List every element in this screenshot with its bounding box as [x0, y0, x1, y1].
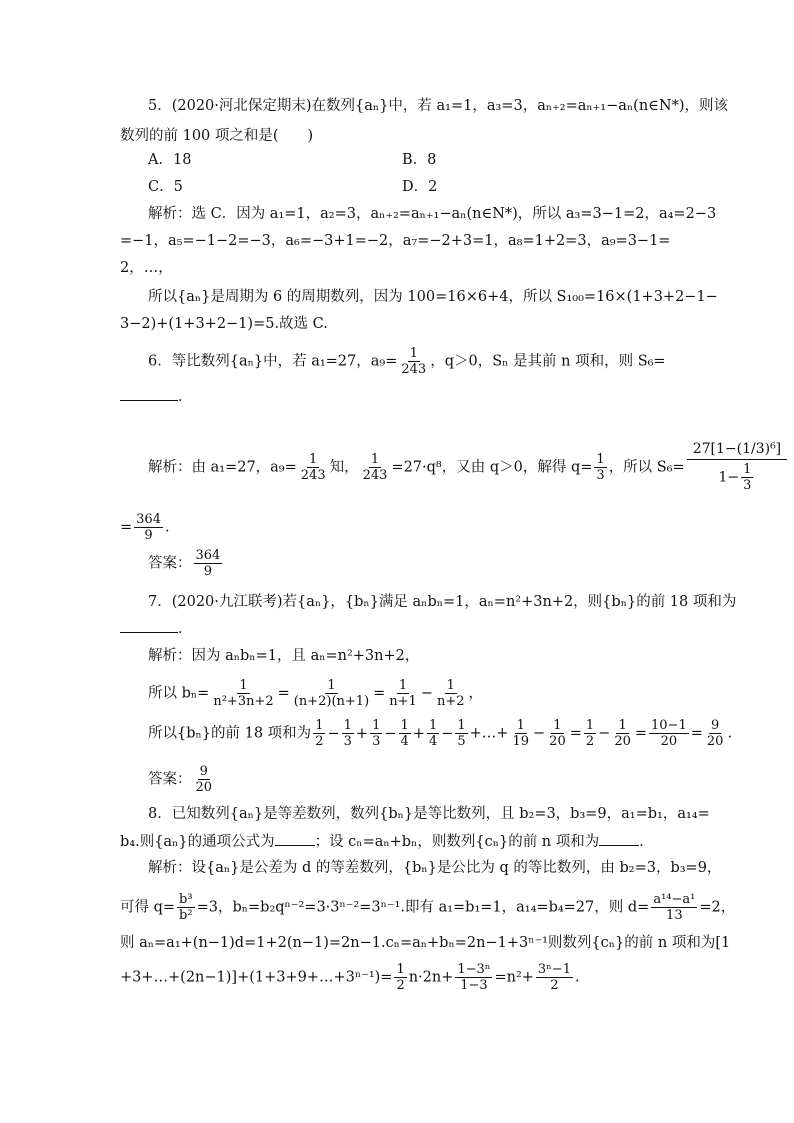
q7-sum-term-den: 3 [372, 734, 381, 749]
q7-frac4 [435, 678, 467, 709]
q7-sum-term-den: 3 [343, 734, 352, 749]
q7-r1-num: 1 [585, 718, 595, 733]
q8-blank-1 [275, 831, 315, 846]
q7-r2 [612, 718, 633, 749]
q6-sol-text-b: 知， [329, 459, 359, 476]
q6-a9-fraction [399, 346, 428, 377]
q7-answer-label: 答案： [148, 771, 192, 788]
q8-d-num: a¹⁴−a¹ [653, 892, 696, 907]
q7-solution-line1: 解析：因为 aₙbₙ=1，且 aₙ=n²+3n+2， [148, 648, 420, 664]
q8-sol2-c: =2， [699, 899, 736, 916]
q8-solution-line2 [120, 892, 735, 923]
q8-solution-line1: 解析：设{aₙ}是公差为 d 的等差数列，{bₙ}是公比为 q 的等比数列，由 b₂=3，b₃=9， [148, 860, 722, 876]
q6-answer-line [148, 548, 224, 579]
q6-a9-num: 1 [409, 346, 418, 361]
q8-final-frac [536, 962, 573, 993]
q7-answer-den: 20 [195, 780, 213, 795]
q7-frac4-num: 1 [446, 678, 455, 693]
q6-sol-frac1-num: 1 [309, 452, 318, 467]
q5-solution-line1: 解析：选 C．因为 a₁=1，a₂=3，aₙ₊₂=aₙ₊₁−aₙ(n∈N*)，所以 a₃=3−1=2，a₄=2−3 [148, 206, 717, 222]
q7-tail1-num: 1 [516, 718, 525, 733]
q6-answer-blank-line: ． [120, 386, 193, 407]
q8-solution-line4: +3+…+(2n−1)]+(1+3+9+…+3ⁿ⁻¹)= $\frac{1}{2}$ n·2n+ $\frac{\text{1−3ⁿ}}{1-3}$ =n²+ $\frac{\text{3ⁿ−1}}{2}$ . [120, 962, 580, 993]
q7-r3-den: 20 [660, 734, 678, 749]
q8-q-frac [177, 892, 195, 923]
q7-frac3-den: n+1 [389, 694, 417, 709]
q6-sol-frac1-den: 243 [300, 468, 326, 483]
q7-sum-term-den: 5 [457, 734, 466, 749]
q5-option-b: B．8 [402, 152, 437, 168]
q6-stem-text-a: 6．等比数列{aₙ}中，若 a₁=27，a₉= [148, 353, 398, 370]
q6-sol-frac2 [361, 452, 390, 483]
q6-stem-text-b: ，q＞0，Sₙ 是其前 n 项和，则 S₆= [430, 353, 666, 370]
q6-answer-label: 答案： [148, 555, 192, 572]
q7-sol3-pre: 所以{bₙ}的前 18 项和为 [148, 725, 312, 742]
q7-frac3-num: 1 [398, 678, 408, 693]
q7-tail1 [510, 718, 531, 749]
q8-half-num: 1 [396, 962, 405, 977]
q6-s6-den-frac-num: 1 [743, 462, 752, 477]
q7-sum-term [399, 718, 411, 749]
q6-result-eq: = [120, 519, 133, 536]
q8-geo-frac [455, 962, 492, 993]
q8-blank-2 [599, 831, 639, 846]
q8-q-den: b² [179, 908, 193, 923]
q6-result-line: = $\frac{364}{9}$ . [120, 512, 170, 543]
q8-stem-line2: b₄.则{aₙ}的通项公式为 ；设 cₙ=aₙ+bₙ，则数列{cₙ}的前 n 项和为 ． [120, 831, 654, 852]
q6-sol-q-den: 3 [596, 468, 605, 483]
q6-result-frac [134, 512, 163, 543]
q7-r3 [649, 718, 689, 749]
q7-sum-term [342, 718, 354, 749]
q7-sum-operator: + [355, 725, 369, 742]
q7-sum-operator: − [441, 725, 454, 742]
q8-sol2-b: =3，bₙ=b₂qⁿ⁻²=3·3ⁿ⁻²=3ⁿ⁻¹.即有 a₁=b₁=1，a₁₄=b₄=27，则 d= [196, 899, 650, 916]
q8-geo-num: 1−3ⁿ [457, 962, 491, 977]
q6-sol-q-frac [594, 452, 606, 483]
q7-sum-term-den: 4 [400, 734, 409, 749]
q5-option-a: A．18 [148, 152, 192, 168]
q7-tail2-num: 1 [553, 718, 562, 733]
q8-final-num: 3ⁿ−1 [537, 962, 571, 977]
q6-answer-num: 364 [195, 548, 221, 563]
q7-r2-den: 20 [614, 734, 631, 749]
q7-r4-den: 20 [706, 734, 724, 749]
q7-sum-term-den: 4 [428, 734, 438, 749]
q6-s6-den [712, 460, 761, 495]
q6-stem-line1 [148, 346, 666, 377]
q5-stem-line2: 数列的前 100 项之和是( ) [120, 128, 314, 144]
q8-stem-text-b: ；设 cₙ=aₙ+bₙ，则数列{cₙ}的前 n 项和为 [314, 834, 600, 850]
q8-solution-line3: 则 aₙ=a₁+(n−1)d=1+2(n−1)=2n−1.cₙ=aₙ+bₙ=2n−1+3ⁿ⁻¹则数列{cₙ}的前 n 项和为[1 [120, 935, 731, 951]
q7-sum-term-den: 2 [315, 734, 324, 749]
q7-sum-term [313, 718, 325, 749]
q7-frac1-num: 1 [239, 678, 248, 693]
q6-sol-frac2-den: 243 [362, 468, 388, 483]
q6-solution-line1 [148, 440, 789, 495]
q6-a9-den: 243 [401, 362, 427, 377]
q7-sum-term-num: 1 [457, 718, 466, 733]
q5-option-d: D．2 [402, 179, 438, 195]
q8-sol4-a: +3+…+(2n−1)]+(1+3+9+…+3ⁿ⁻¹)= [120, 969, 393, 986]
q8-d-den: 13 [666, 908, 683, 923]
q7-frac2-den: (n+2)(n+1) [293, 694, 370, 709]
q8-final-den: 2 [550, 978, 559, 993]
q6-answer-blank [120, 386, 178, 401]
q7-answer-line [148, 764, 216, 795]
q7-frac3 [387, 678, 419, 709]
q8-half-frac [394, 962, 406, 993]
q6-s6-den-frac [741, 462, 753, 493]
q7-sum-term [427, 718, 439, 749]
q7-solution-line2: 所以 bₙ= $\frac{1}{\text{n²+3n+2}}$ = $\frac{1}{(n+2)(n+1)}$ = $\frac{1}{n+1}$ − $\frac{1}{n+2}$ ， [148, 678, 484, 709]
q5-solution-line2: =−1，a₅=−1−2=−3，a₆=−3+1=−2，a₇=−2+3=1，a₈=1+2=3，a₉=3−1= [120, 233, 671, 249]
q7-frac1-den: n²+3n+2 [213, 694, 274, 709]
q7-sum-term-num: 1 [315, 718, 324, 733]
q8-stem-line1: 8．已知数列{aₙ}是等差数列，数列{bₙ}是等比数列，且 b₂=3，b₃=9，a₁=b₁，a₁₄= [148, 806, 710, 822]
q6-sol-text-d: ，所以 S₆= [608, 459, 685, 476]
q6-result-den: 9 [144, 528, 153, 543]
q6-s6-den-text: 1− [718, 469, 740, 486]
q7-frac2 [292, 678, 371, 709]
q6-sol-text-a: 解析：由 a₁=27，a₉= [148, 459, 297, 476]
q7-r3-num: 10−1 [651, 718, 687, 733]
q6-s6-den-frac-den: 3 [743, 478, 752, 493]
q6-answer-den: 9 [203, 564, 213, 579]
q7-r4-num: 9 [711, 718, 720, 733]
q7-frac2-num: 1 [327, 678, 336, 693]
q6-sol-frac2-num: 1 [370, 452, 380, 467]
q7-sum-operator: − [327, 725, 340, 742]
q7-answer-frac [194, 764, 215, 795]
q7-sum-operator: + [412, 725, 425, 742]
q8-stem-text-a: b₄.则{aₙ}的通项公式为 [120, 834, 275, 850]
q7-answer-blank-line: ． [120, 618, 193, 639]
q7-r4 [705, 718, 726, 749]
q7-answer-blank [120, 618, 178, 633]
q7-sum-term [455, 718, 467, 749]
q6-sol-q-num: 1 [596, 452, 605, 467]
q8-geo-den: 1−3 [460, 978, 488, 993]
q7-sum-term-num: 1 [343, 718, 352, 733]
q5-stem-line1: 5．(2020·河北保定期末)在数列{aₙ}中，若 a₁=1，a₃=3，aₙ₊₂=aₙ₊₁−aₙ(n∈N*)，则该 [148, 98, 728, 114]
q6-sol-frac1 [299, 452, 328, 483]
q5-option-c: C．5 [148, 179, 183, 195]
q6-s6-num: 27[1−(1/3)⁶] [687, 440, 787, 460]
q6-result-num: 364 [136, 512, 161, 527]
q8-d-frac [651, 892, 697, 923]
q5-solution-line4: 所以{aₙ}是周期为 6 的周期数列，因为 100=16×6+4，所以 S₁₀₀=16×(1+3+2−1− [148, 289, 718, 305]
q8-sol4-b: n·2n+ [408, 969, 454, 986]
q8-half-den: 2 [396, 978, 405, 993]
q7-sum-terms [311, 718, 469, 749]
q6-s6-fraction [687, 440, 787, 495]
q7-sum-term-num: 1 [372, 718, 381, 733]
q7-r2-num: 1 [618, 718, 627, 733]
q7-sol2-pre: 所以 bₙ= [148, 685, 210, 702]
q8-sol4-c: =n²+ [494, 969, 534, 986]
q7-solution-line3: 所以{bₙ}的前 18 项和为 $\frac{1}{2}$ − $\frac{1}{3}$ + $\frac{1}{3}$ − $\frac{1}{4}$ + $\frac{1}{4}$ − $\frac{1}{5}$ +…+ $\frac{1}{19}$ − $\frac{1}{20}$ = $\frac{1}{2}$ − $\frac{1}{20}$ = $\frac{10-1}{20}$ = $\frac{9}{20}$ . [148, 718, 733, 749]
q6-answer-frac [194, 548, 223, 579]
q7-tail1-den: 19 [512, 734, 530, 749]
q6-sol-text-c: =27·q⁸，又由 q＞0，解得 q= [391, 459, 593, 476]
q7-answer-num: 9 [199, 764, 208, 779]
q7-stem-line1: 7．(2020·九江联考)若{aₙ}，{bₙ}满足 aₙbₙ=1，aₙ=n²+3n+2，则{bₙ}的前 18 项和为 [148, 594, 737, 610]
q7-frac1 [211, 678, 275, 709]
q7-sum-operator: − [384, 725, 397, 742]
q7-sum-term-num: 1 [400, 718, 409, 733]
q7-tail2 [547, 718, 568, 749]
q7-r1-den: 2 [585, 734, 595, 749]
q7-sum-term-num: 1 [428, 718, 438, 733]
q7-r1 [584, 718, 596, 749]
q5-solution-line3: 2，…， [120, 260, 173, 276]
q7-frac4-den: n+2 [437, 694, 465, 709]
q7-sum-term [370, 718, 382, 749]
q8-q-num: b³ [179, 892, 193, 907]
q8-sol2-a: 可得 q= [120, 899, 176, 916]
q5-solution-line5: 3−2)+(1+3+2−1)=5.故选 C. [120, 316, 328, 332]
q7-tail2-den: 20 [549, 734, 566, 749]
